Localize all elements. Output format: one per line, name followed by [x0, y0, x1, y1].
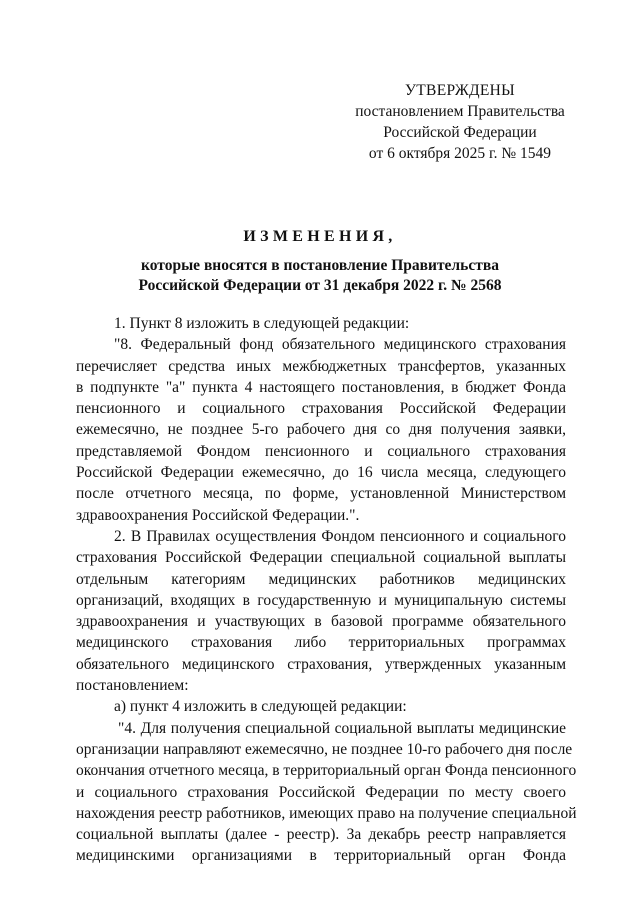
text-line: нахождения реестр работников, имеющих право на получение специальной — [76, 804, 577, 822]
text-line: медицинскими организациями в территориальный орган Фонда — [76, 847, 566, 865]
approval-stamp: УТВЕРЖДЕНЫ — [405, 82, 515, 99]
text-line: 1. Пункт 8 изложить в следующей редакции: — [114, 315, 410, 332]
text-line: перечисляет средства иных межбюджетных трансфертов, указанных — [76, 357, 566, 375]
text-line: обязательного медицинского страхования, утвержденных указанным — [76, 655, 566, 673]
document-heading — [70, 228, 570, 296]
text-line: в подпункте "а" пункта 4 настоящего постановления, в бюджет Фонда — [76, 378, 566, 396]
text-line: и социального страхования Российской Федерации по месту своего — [76, 783, 566, 801]
text-line: после отчетного месяца, по форме, установленной Министерством — [76, 485, 566, 503]
approval-line-1: постановлением Правительства — [355, 103, 565, 120]
document-title: ИЗМЕНЕНИЯ, — [243, 228, 397, 245]
text-line: представляемой Фондом пенсионного и социального страхования — [76, 442, 566, 460]
text-line: Российской Федерации ежемесячно, до 16 числа месяца, следующего — [76, 464, 566, 482]
text-line: страхования Российской Федерации специальной социальной выплаты — [76, 549, 566, 567]
document-subtitle-line-1: которые вносятся в постановление Правительства — [141, 257, 499, 274]
text-line: а) пункт 4 изложить в следующей редакции: — [114, 698, 407, 716]
text-line: здравоохранения Российской Федерации.". — [76, 506, 360, 524]
text-line: социальной выплаты (далее - реестр). За декабрь реестр направляется — [76, 826, 566, 844]
text-line: 2. В Правилах осуществления Фондом пенсионного и социального — [114, 527, 566, 545]
text-line: медицинского страхования либо территориальных программах — [76, 634, 566, 652]
document-subtitle-line-2: Российской Федерации от 31 декабря 2022 г. № 2568 — [138, 277, 502, 294]
document-body — [76, 313, 577, 867]
text-line: ежемесячно, не позднее 5-го рабочего дня со дня получения заявки, — [76, 421, 566, 439]
approval-line-3: от 6 октября 2025 г. № 1549 — [368, 145, 552, 162]
text-line: пенсионного и социального страхования Российской Федерации — [76, 400, 566, 418]
text-line: организации направляют ежемесячно, не позднее 10-го рабочего дня после — [76, 740, 573, 758]
approval-line-2: Российской Федерации — [383, 124, 537, 141]
text-line: "4. Для получения специальной социальной выплаты медицинские — [118, 719, 566, 737]
approval-block — [340, 80, 580, 164]
text-line: постановлением: — [76, 677, 189, 695]
text-line: "8. Федеральный фонд обязательного медицинского страхования — [114, 336, 566, 354]
text-line: организаций, входящих в государственную и муниципальную системы — [76, 591, 566, 609]
text-line: окончания отчетного месяца, в территориальный орган Фонда пенсионного — [76, 762, 577, 780]
text-line: отдельным категориям медицинских работников медицинских — [76, 570, 566, 588]
text-line: здравоохранения и участвующих в базовой программе обязательного — [76, 613, 566, 631]
